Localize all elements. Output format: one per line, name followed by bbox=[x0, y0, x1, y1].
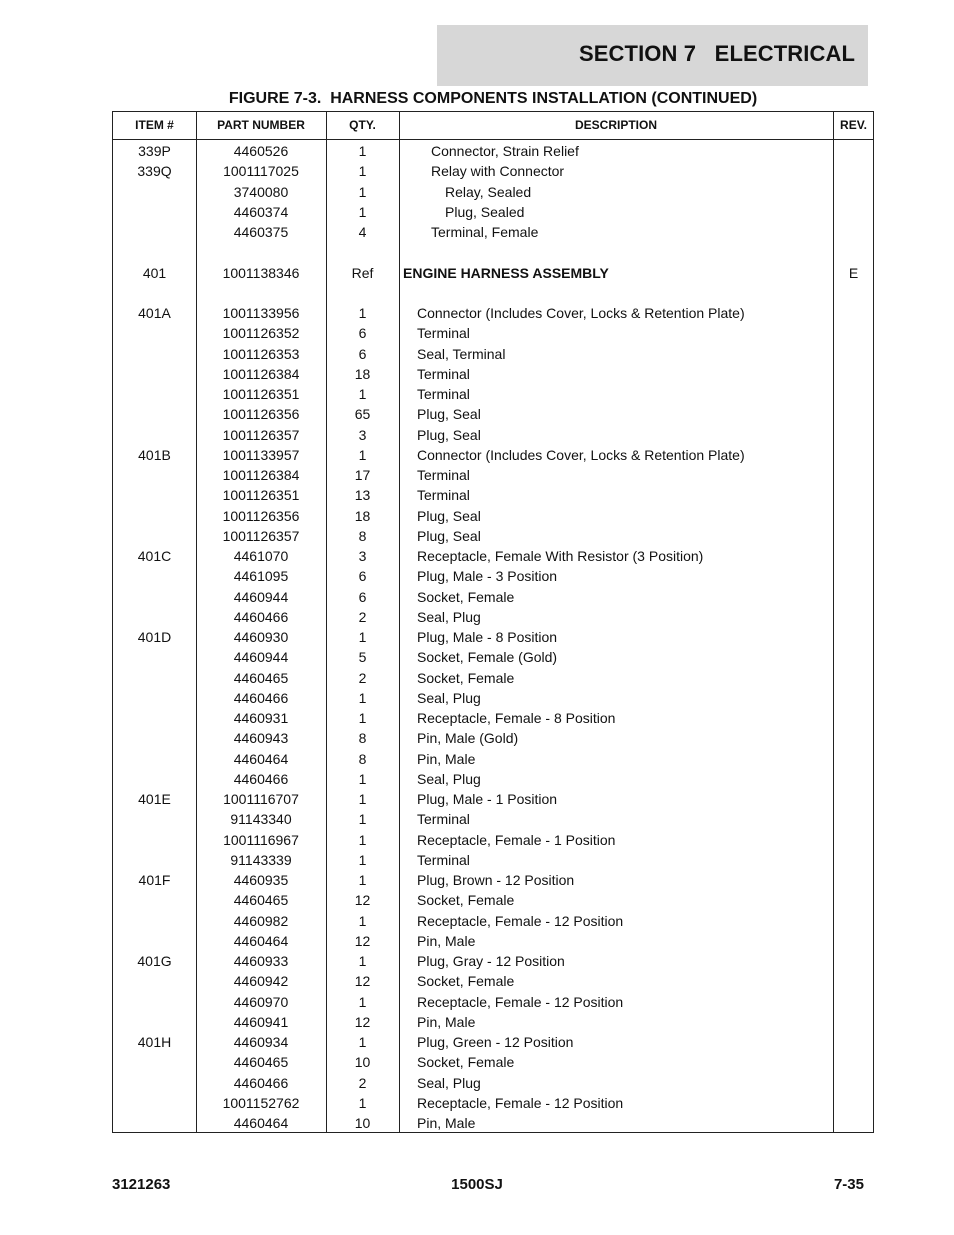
part-number: 4460941 bbox=[233, 1013, 289, 1030]
quantity: 18 bbox=[354, 507, 371, 524]
quantity: 1 bbox=[358, 770, 367, 787]
description: ENGINE HARNESS ASSEMBLY bbox=[403, 264, 609, 281]
description: Relay with Connector bbox=[431, 163, 565, 180]
footer-doc-number: 3121263 bbox=[112, 1176, 171, 1193]
description: Socket, Female bbox=[417, 973, 515, 990]
quantity: 1 bbox=[358, 305, 367, 321]
table-row bbox=[113, 931, 873, 951]
part-number: 1001138346 bbox=[222, 264, 300, 281]
table-row bbox=[113, 890, 873, 910]
quantity: 6 bbox=[358, 568, 367, 585]
part-number: 4460464 bbox=[233, 750, 289, 767]
footer-page-number: 7-35 bbox=[833, 1176, 864, 1193]
quantity: 1 bbox=[358, 912, 367, 929]
table-row bbox=[113, 1032, 873, 1052]
quantity: 8 bbox=[358, 730, 367, 747]
part-number: 4461095 bbox=[233, 568, 289, 585]
table-row bbox=[113, 627, 873, 647]
description: Plug, Green - 12 Position bbox=[417, 1034, 574, 1050]
table-row bbox=[113, 141, 873, 161]
item-number: 401D bbox=[137, 629, 172, 645]
part-number: 4460464 bbox=[233, 1115, 289, 1131]
table-row bbox=[113, 303, 873, 323]
section-title: SECTION 7 ELECTRICAL bbox=[579, 41, 855, 66]
item-number: 401E bbox=[138, 791, 171, 807]
description: Plug, Male - 8 Position bbox=[417, 629, 558, 645]
table-row bbox=[113, 182, 873, 202]
part-number: 4460970 bbox=[233, 993, 289, 1010]
description: Seal, Terminal bbox=[417, 345, 506, 362]
description: Plug, Seal bbox=[417, 426, 481, 443]
part-number: 4460935 bbox=[233, 872, 289, 888]
description: Socket, Female bbox=[417, 588, 515, 605]
part-number: 4460465 bbox=[233, 892, 289, 909]
description: Plug, Sealed bbox=[445, 203, 525, 220]
table-row bbox=[113, 728, 873, 748]
column-header-item: ITEM # bbox=[135, 118, 174, 132]
part-number: 1001126352 bbox=[222, 325, 300, 342]
description: Receptacle, Female - 12 Position bbox=[417, 912, 624, 929]
quantity: 1 bbox=[358, 143, 367, 159]
table-row bbox=[113, 1012, 873, 1032]
part-number: 4460375 bbox=[233, 224, 289, 240]
description: Receptacle, Female - 8 Position bbox=[417, 710, 616, 726]
part-number: 3740080 bbox=[233, 183, 289, 200]
quantity: 1 bbox=[358, 993, 367, 1010]
quantity: 10 bbox=[354, 1115, 371, 1131]
table-row bbox=[113, 465, 873, 485]
table-row bbox=[113, 789, 873, 809]
part-number: 4460374 bbox=[233, 203, 289, 220]
quantity: 65 bbox=[354, 406, 371, 423]
part-number: 1001133957 bbox=[222, 446, 300, 463]
table-row bbox=[113, 769, 873, 789]
description: Terminal bbox=[417, 467, 470, 483]
quantity: 1 bbox=[358, 163, 367, 180]
part-number: 4460466 bbox=[233, 608, 289, 625]
part-number: 4460466 bbox=[233, 1074, 289, 1091]
table-row bbox=[113, 992, 873, 1012]
description: Receptacle, Female - 12 Position bbox=[417, 1094, 624, 1111]
description: Terminal, Female bbox=[431, 224, 539, 240]
quantity: 1 bbox=[358, 386, 367, 402]
quantity: 8 bbox=[358, 527, 367, 544]
quantity: 1 bbox=[358, 629, 367, 645]
table-row bbox=[113, 404, 873, 424]
table-row bbox=[113, 344, 873, 364]
column-header-part-number: PART NUMBER bbox=[217, 118, 305, 132]
quantity: 18 bbox=[354, 365, 371, 382]
table-row bbox=[113, 850, 873, 870]
column-header-description: DESCRIPTION bbox=[574, 118, 657, 132]
column-header-rev: REV. bbox=[840, 118, 867, 132]
part-number: 4460526 bbox=[233, 143, 289, 159]
item-number: 401G bbox=[137, 953, 172, 969]
description: Pin, Male bbox=[417, 1115, 476, 1131]
table-row bbox=[113, 242, 873, 262]
quantity: 2 bbox=[358, 669, 367, 686]
table-body bbox=[113, 141, 873, 1133]
description: Plug, Seal bbox=[417, 406, 481, 423]
quantity: 12 bbox=[354, 932, 371, 949]
item-number: 401C bbox=[137, 548, 172, 564]
part-number: 1001133956 bbox=[222, 305, 300, 321]
quantity: 2 bbox=[358, 1074, 367, 1091]
table-row bbox=[113, 607, 873, 627]
part-number: 1001126351 bbox=[222, 386, 300, 402]
part-number: 1001126356 bbox=[222, 406, 300, 423]
quantity: 1 bbox=[358, 446, 367, 463]
part-number: 1001126357 bbox=[222, 527, 300, 544]
table-row bbox=[113, 566, 873, 586]
table-row bbox=[113, 668, 873, 688]
part-number: 1001126351 bbox=[222, 487, 300, 504]
quantity: 17 bbox=[354, 467, 371, 483]
item-number: 401H bbox=[137, 1034, 172, 1050]
quantity: 4 bbox=[358, 224, 367, 240]
description: Socket, Female (Gold) bbox=[417, 649, 558, 666]
description: Connector (Includes Cover, Locks & Retention Plate) bbox=[417, 305, 745, 321]
description: Terminal bbox=[417, 325, 470, 342]
item-number: 401 bbox=[142, 264, 167, 281]
description: Pin, Male bbox=[417, 1013, 476, 1030]
table-row bbox=[113, 202, 873, 222]
description: Plug, Seal bbox=[417, 527, 481, 544]
quantity: 1 bbox=[358, 953, 367, 969]
description: Socket, Female bbox=[417, 892, 515, 909]
table-row bbox=[113, 1093, 873, 1113]
part-number: 1001126353 bbox=[222, 345, 300, 362]
part-number: 1001126357 bbox=[222, 426, 300, 443]
header-divider bbox=[113, 139, 873, 140]
part-number: 4460943 bbox=[233, 730, 289, 747]
quantity: 1 bbox=[358, 1094, 367, 1111]
item-number: 401A bbox=[138, 305, 171, 321]
table-row bbox=[113, 161, 873, 181]
table-row bbox=[113, 587, 873, 607]
quantity: 12 bbox=[354, 973, 371, 990]
part-number: 4460930 bbox=[233, 629, 289, 645]
part-number: 4460982 bbox=[233, 912, 289, 929]
part-number: 4461070 bbox=[233, 548, 289, 564]
item-number: 401F bbox=[138, 872, 171, 888]
quantity: 12 bbox=[354, 892, 371, 909]
quantity: 5 bbox=[358, 649, 367, 666]
part-number: 91143339 bbox=[230, 851, 292, 868]
part-number: 1001126384 bbox=[222, 365, 300, 382]
table-row bbox=[113, 445, 873, 465]
quantity: 13 bbox=[354, 487, 371, 504]
description: Terminal bbox=[417, 487, 470, 504]
description: Terminal bbox=[417, 811, 470, 828]
table-row bbox=[113, 283, 873, 303]
part-number: 1001116967 bbox=[223, 831, 299, 848]
part-number: 1001116707 bbox=[223, 791, 299, 807]
quantity: 3 bbox=[358, 548, 367, 564]
table-row bbox=[113, 809, 873, 829]
description: Receptacle, Female With Resistor (3 Position) bbox=[417, 548, 704, 564]
part-number: 4460466 bbox=[233, 770, 289, 787]
table-row bbox=[113, 1113, 873, 1133]
quantity: 10 bbox=[354, 1054, 371, 1071]
description: Plug, Seal bbox=[417, 507, 481, 524]
column-header-qty: QTY. bbox=[349, 118, 376, 132]
footer-model: 1500SJ bbox=[451, 1176, 503, 1193]
quantity: 1 bbox=[358, 851, 367, 868]
table-row bbox=[113, 951, 873, 971]
description: Seal, Plug bbox=[417, 1074, 481, 1091]
part-number: 1001126384 bbox=[222, 467, 300, 483]
description: Seal, Plug bbox=[417, 770, 481, 787]
item-number: 339P bbox=[138, 143, 171, 159]
quantity: 1 bbox=[358, 811, 367, 828]
part-number: 4460466 bbox=[233, 689, 289, 706]
table-row bbox=[113, 971, 873, 991]
part-number: 4460944 bbox=[233, 649, 289, 666]
part-number: 4460465 bbox=[233, 1054, 289, 1071]
description: Plug, Gray - 12 Position bbox=[417, 953, 565, 969]
quantity: 1 bbox=[358, 831, 367, 848]
table-row bbox=[113, 485, 873, 505]
revision: E bbox=[848, 264, 859, 281]
quantity: 1 bbox=[358, 689, 367, 706]
table-row bbox=[113, 526, 873, 546]
part-number: 4460464 bbox=[233, 932, 289, 949]
description: Terminal bbox=[417, 851, 470, 868]
item-number: 401B bbox=[138, 446, 171, 463]
part-number: 4460931 bbox=[233, 710, 289, 726]
table-row bbox=[113, 1052, 873, 1072]
table-row bbox=[113, 506, 873, 526]
description: Plug, Male - 3 Position bbox=[417, 568, 558, 585]
quantity: 3 bbox=[358, 426, 367, 443]
part-number: 4460934 bbox=[233, 1034, 289, 1050]
description: Socket, Female bbox=[417, 1054, 515, 1071]
table-row bbox=[113, 546, 873, 566]
quantity: 8 bbox=[358, 750, 367, 767]
figure-title: FIGURE 7-3. HARNESS COMPONENTS INSTALLATION (CONTINUED) bbox=[228, 90, 758, 107]
description: Receptacle, Female - 1 Position bbox=[417, 831, 616, 848]
description: Seal, Plug bbox=[417, 689, 481, 706]
section-banner bbox=[437, 25, 868, 86]
parts-table bbox=[112, 111, 874, 1133]
quantity: 12 bbox=[354, 1013, 371, 1030]
part-number: 4460465 bbox=[233, 669, 289, 686]
table-row bbox=[113, 1073, 873, 1093]
table-row bbox=[113, 364, 873, 384]
description: Terminal bbox=[417, 386, 470, 402]
quantity: 6 bbox=[358, 345, 367, 362]
description: Relay, Sealed bbox=[445, 183, 532, 200]
description: Plug, Male - 1 Position bbox=[417, 791, 558, 807]
quantity: 1 bbox=[358, 183, 367, 200]
description: Pin, Male bbox=[417, 750, 476, 767]
description: Plug, Brown - 12 Position bbox=[417, 872, 575, 888]
table-row bbox=[113, 830, 873, 850]
quantity: 1 bbox=[358, 203, 367, 220]
quantity: 1 bbox=[358, 710, 367, 726]
description: Receptacle, Female - 12 Position bbox=[417, 993, 624, 1010]
part-number: 4460933 bbox=[233, 953, 289, 969]
description: Connector (Includes Cover, Locks & Retention Plate) bbox=[417, 446, 745, 463]
table-row bbox=[113, 870, 873, 890]
quantity: 6 bbox=[358, 325, 367, 342]
quantity: 2 bbox=[358, 608, 367, 625]
table-row bbox=[113, 708, 873, 728]
table-row bbox=[113, 749, 873, 769]
table-row bbox=[113, 323, 873, 343]
description: Seal, Plug bbox=[417, 608, 481, 625]
quantity: 1 bbox=[358, 1034, 367, 1050]
part-number: 1001152762 bbox=[222, 1094, 300, 1111]
quantity: 1 bbox=[358, 872, 367, 888]
quantity: Ref bbox=[351, 264, 374, 281]
table-row bbox=[113, 425, 873, 445]
description: Socket, Female bbox=[417, 669, 515, 686]
part-number: 91143340 bbox=[230, 811, 292, 828]
table-row bbox=[113, 688, 873, 708]
part-number: 4460944 bbox=[233, 588, 289, 605]
part-number: 1001117025 bbox=[223, 163, 299, 180]
part-number: 1001126356 bbox=[222, 507, 300, 524]
description: Pin, Male bbox=[417, 932, 476, 949]
table-row bbox=[113, 222, 873, 242]
table-row bbox=[113, 911, 873, 931]
part-number: 4460942 bbox=[233, 973, 289, 990]
quantity: 6 bbox=[358, 588, 367, 605]
item-number: 339Q bbox=[137, 163, 172, 180]
table-row bbox=[113, 384, 873, 404]
table-row bbox=[113, 263, 873, 283]
quantity: 1 bbox=[358, 791, 367, 807]
description: Pin, Male (Gold) bbox=[417, 730, 519, 747]
description: Terminal bbox=[417, 365, 470, 382]
table-row bbox=[113, 647, 873, 667]
description: Connector, Strain Relief bbox=[431, 143, 579, 159]
